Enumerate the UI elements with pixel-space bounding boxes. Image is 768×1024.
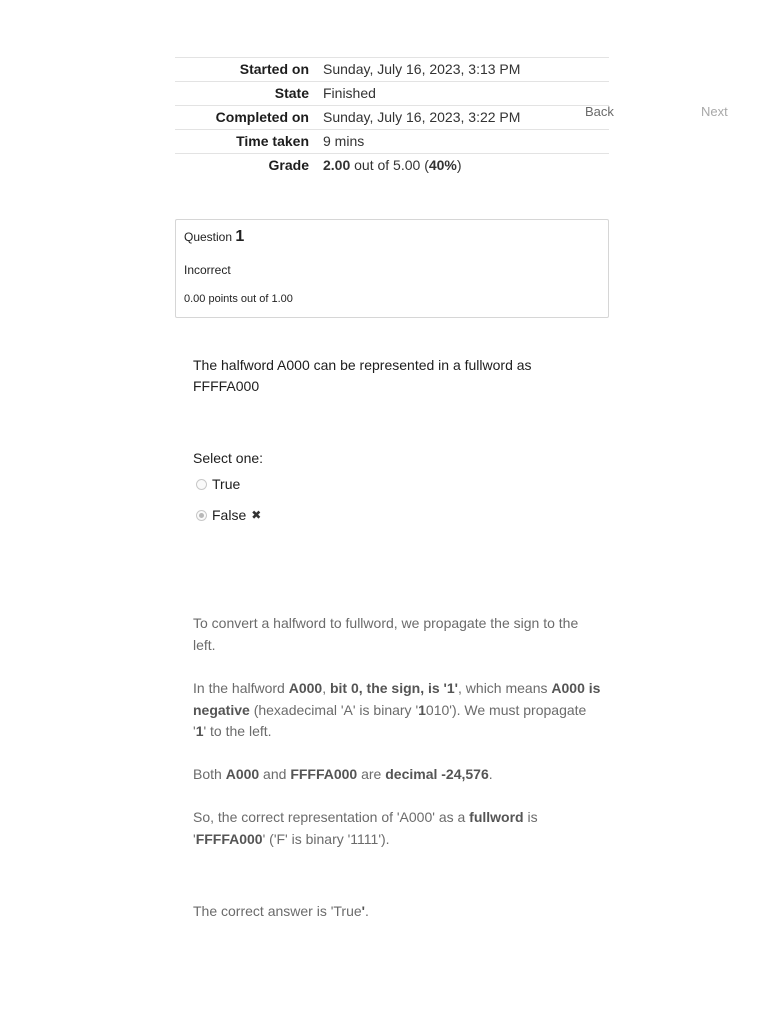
question-prefix: Question <box>184 230 236 244</box>
radio-button[interactable] <box>196 479 207 490</box>
bold-text: fullword <box>469 809 524 825</box>
text: ' to the left. <box>203 723 272 739</box>
text: and <box>259 766 291 782</box>
summary-value: Sunday, July 16, 2023, 3:13 PM <box>323 58 609 82</box>
correct-answer <box>193 901 603 923</box>
bold-text: 1 <box>195 723 204 739</box>
text: . <box>488 766 493 782</box>
feedback-paragraph <box>193 764 603 786</box>
question-grade: 0.00 points out of 1.00 <box>184 293 293 305</box>
summary-row-started <box>175 58 609 82</box>
bold-text: FFFFA000 <box>290 766 358 782</box>
bold-text: A000 is negative <box>193 680 601 718</box>
question-text <box>193 355 593 397</box>
bold-text: FFFFA000 <box>195 830 263 847</box>
grade-percent: 40% <box>428 157 457 173</box>
summary-label: State <box>175 82 323 106</box>
text: ' ('F' is binary '1111'). <box>262 830 390 847</box>
summary-row-state <box>175 82 609 106</box>
attempt-summary-table <box>175 57 609 177</box>
question-number-value: 1 <box>235 228 245 245</box>
incorrect-icon: ✖ <box>251 508 262 522</box>
bold-text: decimal -24,576 <box>385 766 489 782</box>
feedback-paragraph <box>193 678 603 743</box>
feedback-paragraph: To convert a halfword to fullword, we propagate the sign to the left. <box>193 615 579 653</box>
back-link[interactable]: Back <box>585 104 614 119</box>
text: So, the correct representation of 'A000' as a <box>193 809 470 825</box>
select-prompt: Select one: <box>193 450 264 466</box>
question-text-line: The halfword A000 can be represented in a fullword as <box>193 357 532 373</box>
text: 010'). We must propagate ' <box>193 701 587 739</box>
summary-grade-value <box>323 154 609 178</box>
feedback-paragraph <box>193 807 603 850</box>
next-link[interactable]: Next <box>701 104 728 119</box>
text: (hexadecimal 'A' is binary ' <box>249 701 419 718</box>
bold-text: A000 <box>225 766 260 782</box>
text: , <box>322 680 330 696</box>
summary-label: Started on <box>175 58 323 82</box>
text: is ' <box>193 809 538 847</box>
text: . <box>365 903 369 919</box>
summary-row-time-taken <box>175 130 609 154</box>
text: In the halfword <box>193 680 289 696</box>
text: Both <box>193 766 226 782</box>
grade-mid: out of 5.00 ( <box>350 157 429 173</box>
text: The correct answer is 'True <box>193 903 362 919</box>
bold-text: 1 <box>418 701 426 718</box>
summary-value: Finished <box>323 82 609 106</box>
text: are <box>357 766 386 782</box>
summary-row-grade <box>175 154 609 178</box>
question-number <box>184 228 244 246</box>
summary-value: 9 mins <box>323 130 609 154</box>
radio-button-selected[interactable] <box>196 510 207 521</box>
text: , which means <box>458 680 552 696</box>
option-label[interactable]: False <box>212 507 247 523</box>
option-label[interactable]: True <box>212 476 241 492</box>
question-state: Incorrect <box>184 263 231 277</box>
summary-value: Sunday, July 16, 2023, 3:22 PM <box>323 106 609 130</box>
bold-text: A000 <box>288 680 323 696</box>
question-text-line: FFFFA000 <box>193 378 260 394</box>
bold-text: bit 0, the sign, is '1' <box>329 680 459 696</box>
option-true[interactable] <box>196 476 240 492</box>
summary-row-completed <box>175 106 609 130</box>
summary-label: Grade <box>175 154 323 178</box>
summary-label: Time taken <box>175 130 323 154</box>
summary-label: Completed on <box>175 106 323 130</box>
question-info-box <box>175 219 609 318</box>
bold-text: ' <box>361 903 365 919</box>
grade-score: 2.00 <box>323 157 351 173</box>
grade-end: ) <box>456 157 462 173</box>
option-false[interactable] <box>196 507 261 523</box>
